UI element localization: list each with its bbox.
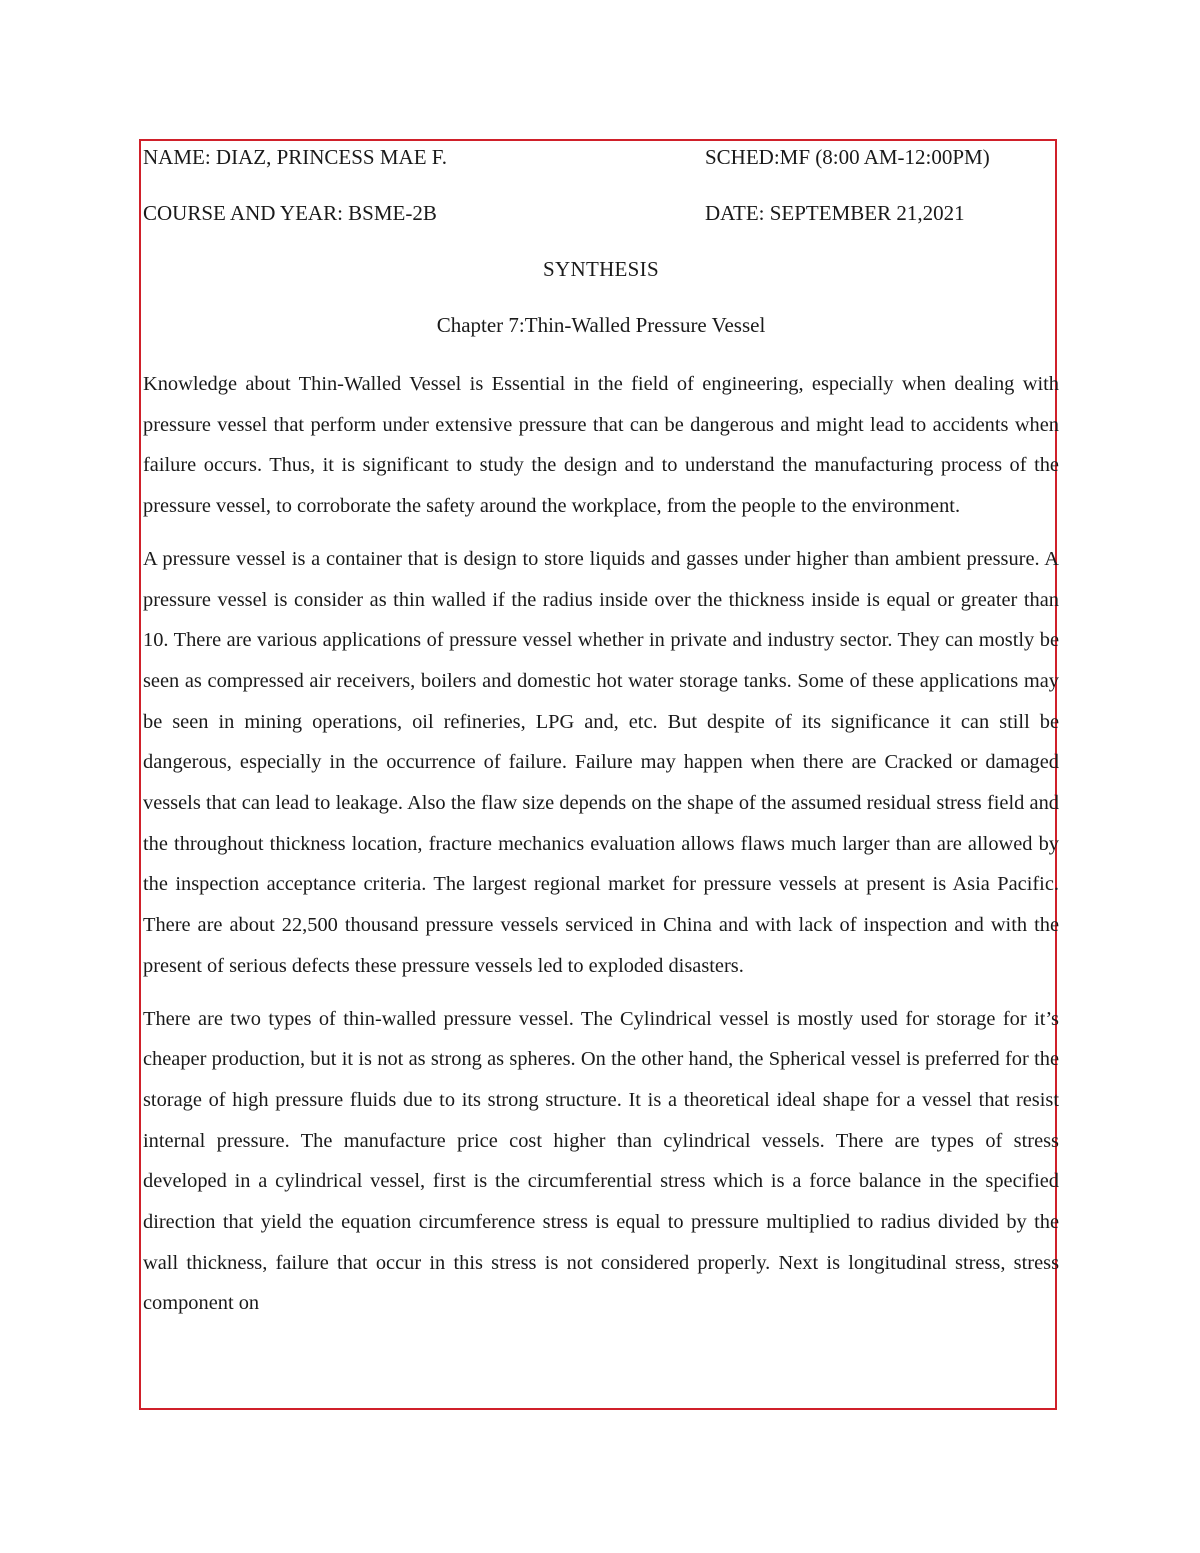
chapter-subtitle: Chapter 7:Thin-Walled Pressure Vessel	[436, 313, 766, 337]
student-name: NAME: DIAZ, PRINCESS MAE F.	[143, 145, 448, 169]
document-title: SYNTHESIS	[543, 257, 659, 281]
paragraph-1: Knowledge about Thin-Walled Vessel is Essential in the field of engineering, especially when dealing with pressure vessel that perform under extensive pressure that can be dangerous and might lead to accidents when failure occurs. Thus, it is significant to study the design and to understand the manufacturing process of the pressure vessel, to corroborate the safety around the workplace, from the people to the environment.	[143, 373, 1059, 518]
header-row-2	[143, 197, 1059, 230]
paragraph-3: There are two types of thin-walled pressure vessel. The Cylindrical vessel is mostly used for storage for it’s cheaper production, but it is not as strong as spheres. On the other hand, the Spherical vessel is preferred for the storage of high pressure fluids due to its strong structure. It is a theoretical ideal shape for a vessel that resist internal pressure. The manufacture price cost higher than cylindrical vessels. There are types of stress developed in a cylindrical vessel, first is the circumferential stress which is a force balance in the specified direction that yield the equation circumference stress is equal to pressure multiplied to radius divided by the wall thickness, failure that occur in this stress is not considered properly. Next is longitudinal stress, stress component on	[143, 1007, 1059, 1315]
schedule: SCHED:MF (8:00 AM-12:00PM)	[705, 145, 990, 169]
paragraph-2: A pressure vessel is a container that is design to store liquids and gasses under higher than ambient pressure. A pressure vessel is consider as thin walled if the radius inside over the thickness inside is equal or greater than 10. There are various applications of pressure vessel whether in private and industry sector. They can mostly be seen as compressed air receivers, boilers and domestic hot water storage tanks. Some of these applications may be seen in mining operations, oil refineries, LPG and, etc. But despite of its significance it can still be dangerous, especially in the occurrence of failure. Failure may happen when there are Cracked or damaged vessels that can lead to leakage. Also the flaw size depends on the shape of the assumed residual stress field and the throughout thickness location, fracture mechanics evaluation allows flaws much larger than are allowed by the inspection acceptance criteria. The largest regional market for pressure vessels at present is Asia Pacific. There are about 22,500 thousand pressure vessels serviced in China and with lack of inspection and with the present of serious defects these pressure vessels led to exploded disasters.	[143, 547, 1059, 977]
document-content	[143, 141, 1059, 1324]
course-year: COURSE AND YEAR: BSME-2B	[143, 201, 437, 225]
header-row-1	[143, 141, 1059, 174]
date: DATE: SEPTEMBER 21,2021	[705, 201, 965, 225]
